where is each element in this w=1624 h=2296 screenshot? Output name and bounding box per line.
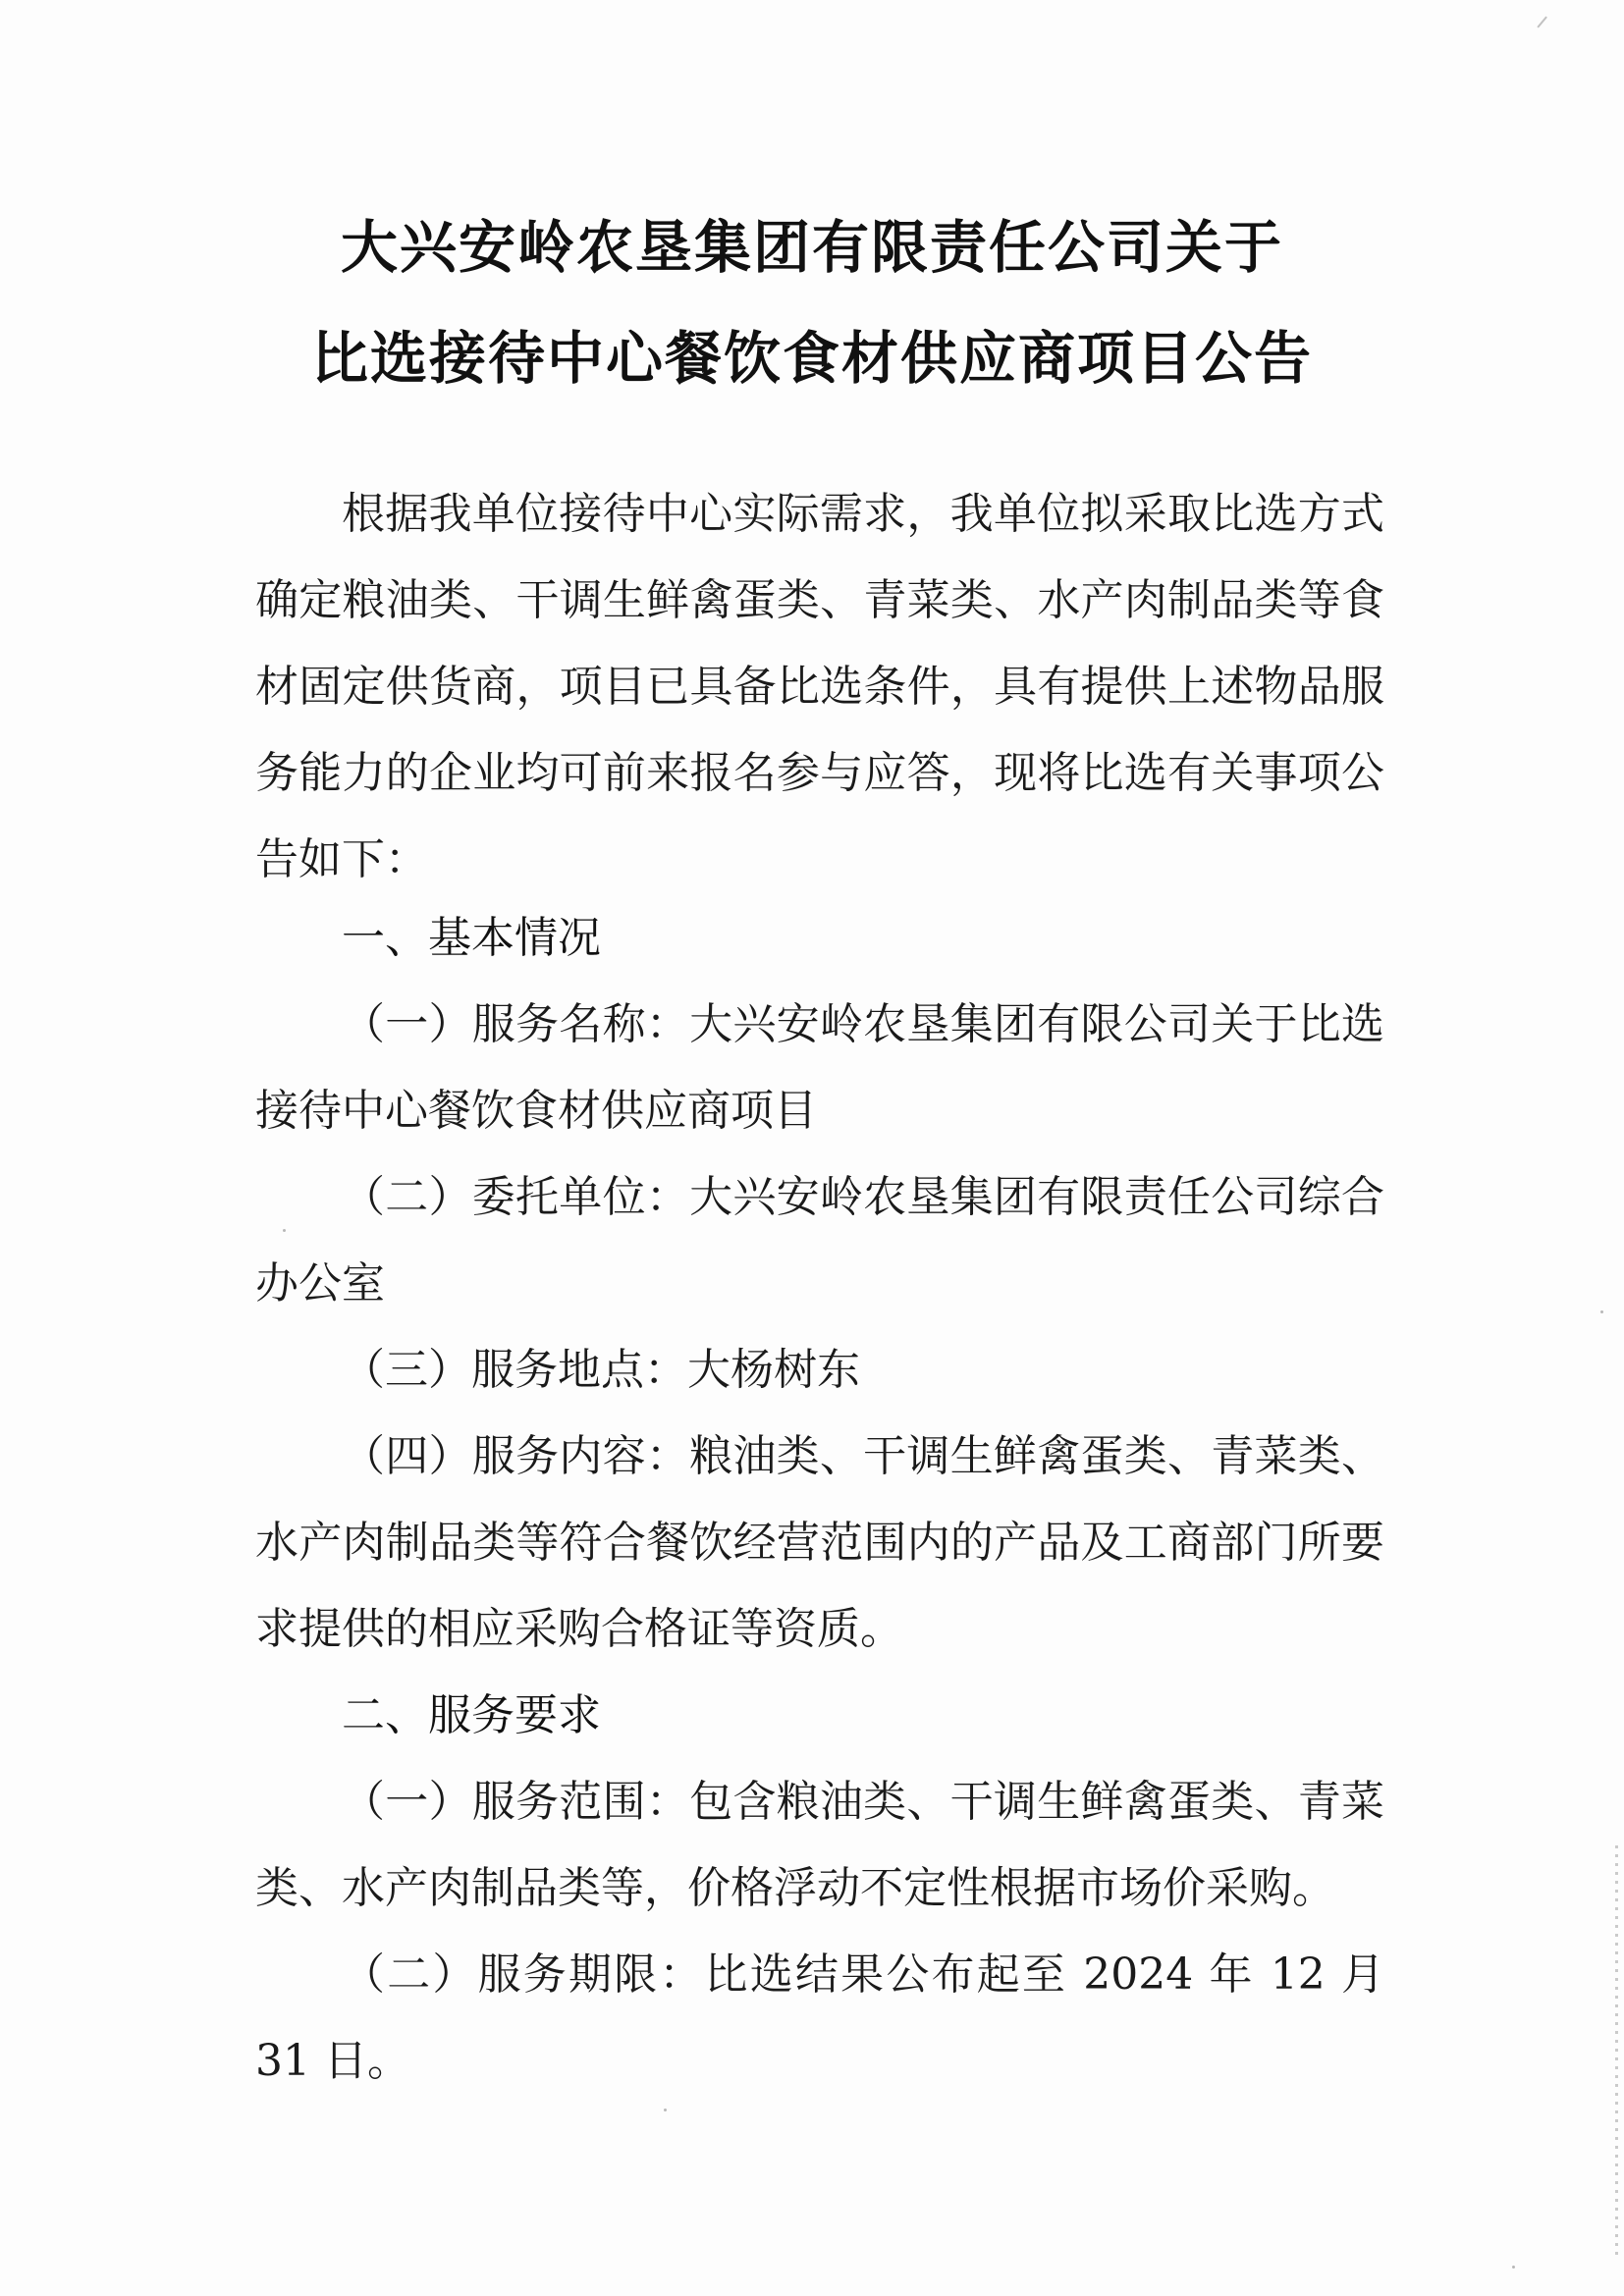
scan-speck (1512, 2266, 1515, 2269)
service-scope-paragraph: （一）服务范围：包含粮油类、干调生鲜禽蛋类、青菜类、水产肉制品类等，价格浮动不定性根据市场价采购。 (255, 1777, 1384, 1913)
service-location-paragraph: （三）服务地点：大杨树东 (342, 1345, 860, 1395)
scan-speck (1600, 1310, 1603, 1313)
scan-corner-artifact (1537, 16, 1557, 36)
commissioning-unit-paragraph: （二）委托单位：大兴安岭农垦集团有限责任公司综合办公室 (255, 1172, 1384, 1308)
service-content-paragraph: （四）服务内容：粮油类、干调生鲜禽蛋类、青菜类、水产肉制品类等符合餐饮经营范围内的产品及工商部门所要求提供的相应采购合格证等资质。 (255, 1431, 1384, 1654)
scan-speck (283, 1229, 286, 1232)
intro-paragraph: 根据我单位接待中心实际需求，我单位拟采取比选方式确定粮油类、干调生鲜禽蛋类、青菜类、水产肉制品类等食材固定供货商，项目已具备比选条件，具有提供上述物品服务能力的企业均可前来报名参与应答，现将比选有关事项公告如下： (255, 489, 1384, 884)
scan-edge-artifact (1615, 1845, 1618, 2258)
service-name-paragraph: （一）服务名称：大兴安岭农垦集团有限公司关于比选接待中心餐饮食材供应商项目 (255, 999, 1384, 1136)
section-heading-basic-info: 一、基本情况 (342, 913, 601, 963)
section-heading-service-requirements: 二、服务要求 (342, 1690, 601, 1740)
document-title-line-2: 比选接待中心餐饮食材供应商项目公告 (310, 325, 1313, 392)
document-title-line-1: 大兴安岭农垦集团有限责任公司关于 (340, 214, 1283, 281)
scan-speck (664, 2109, 667, 2111)
service-period-paragraph: （二）服务期限：比选结果公布起至 2024 年 12 月 31 日。 (255, 1949, 1384, 2086)
